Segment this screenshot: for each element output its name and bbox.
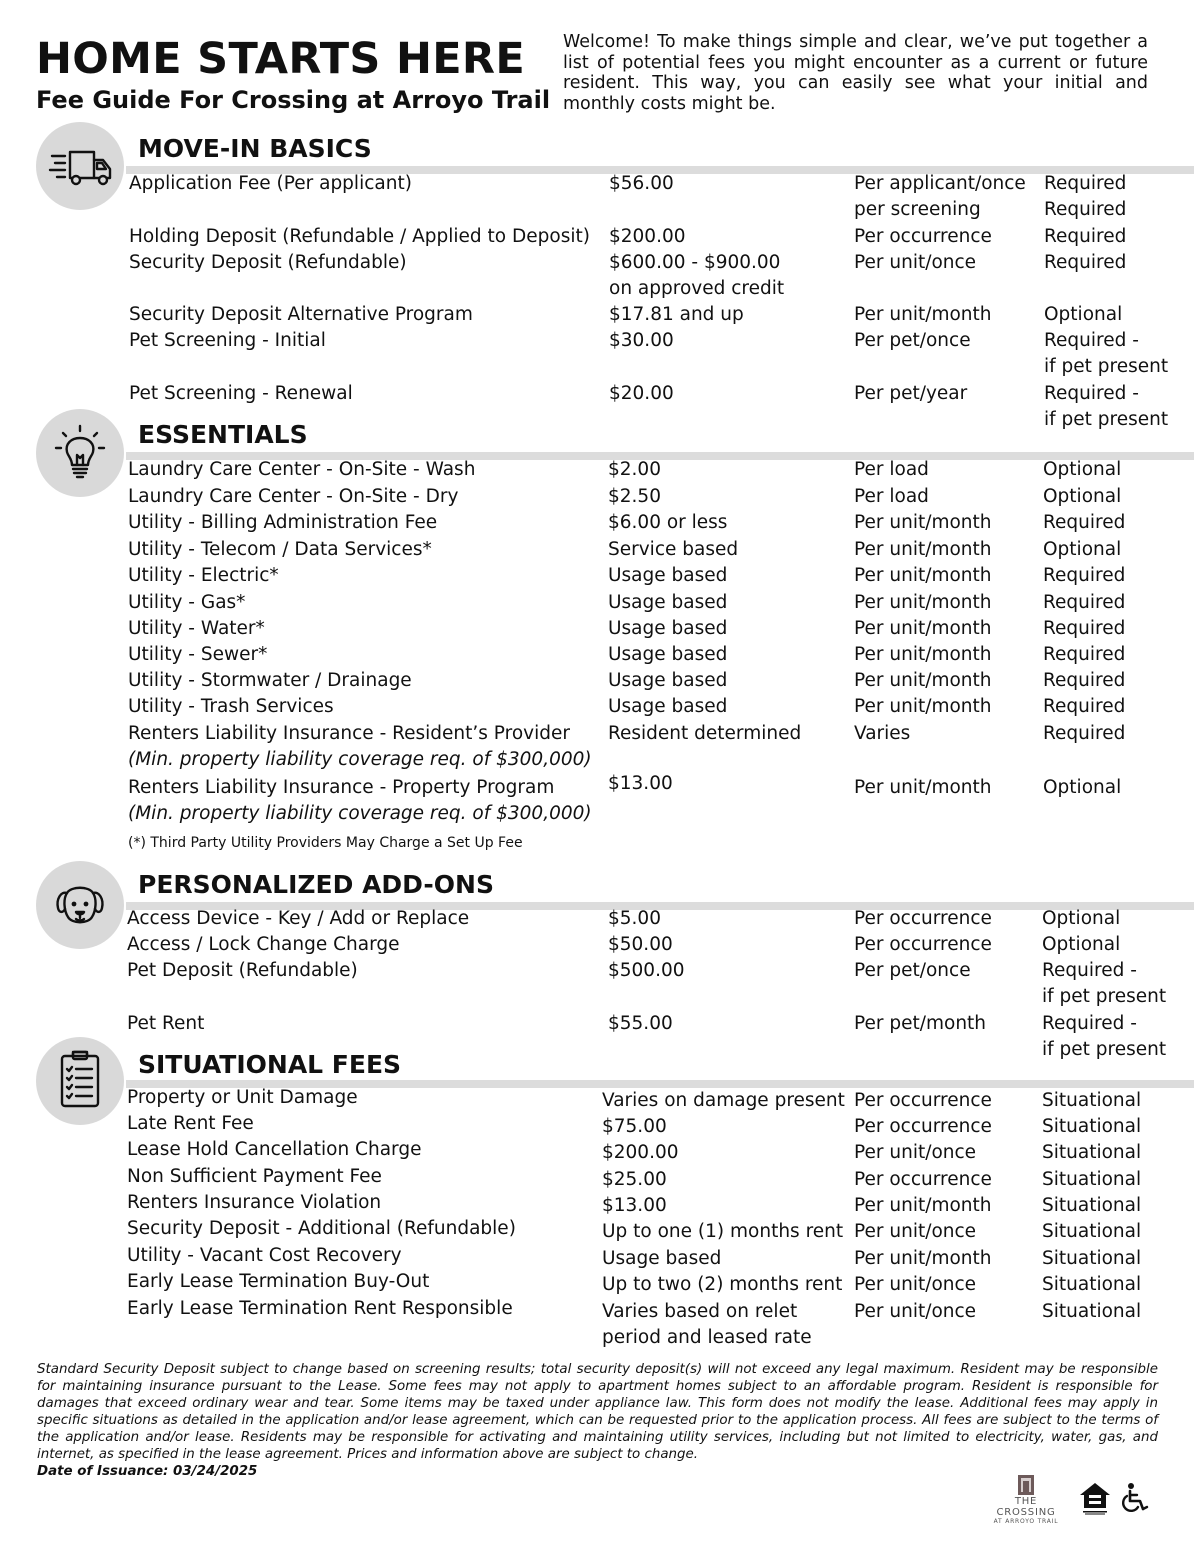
fee-name: Utility - Telecom / Data Services* (128, 539, 432, 560)
fee-frequency: Varies (854, 723, 911, 744)
fee-amount: $200.00 (602, 1142, 679, 1163)
moving-truck-icon (36, 122, 124, 210)
fee-name: Utility - Billing Administration Fee (128, 512, 438, 533)
fee-frequency: Per applicant/once (854, 173, 1026, 194)
fee-amount: Service based (608, 539, 739, 560)
fee-frequency: Per occurrence (854, 934, 992, 955)
fee-amount: $2.50 (608, 486, 661, 507)
fee-amount-continued: period and leased rate (602, 1327, 812, 1349)
fee-name: Renters Liability Insurance - Property Program (128, 777, 555, 798)
welcome-text: Welcome! To make things simple and clear, we’ve put together a list of potential fees you might encounter as a current or future resident. This way, you can easily see what your initial and monthly costs might be. (563, 32, 1148, 114)
fee-frequency: Per unit/month (854, 777, 992, 798)
fee-name: Renters Insurance Violation (127, 1192, 382, 1213)
fee-name: Access / Lock Change Charge (127, 934, 400, 955)
fee-amount: $600.00 - $900.00 (609, 252, 781, 273)
fee-amount: $6.00 or less (608, 512, 728, 533)
fee-amount: $55.00 (608, 1013, 673, 1034)
fee-status: Required - (1044, 330, 1139, 351)
fee-amount-continued: on approved credit (609, 278, 785, 300)
fee-frequency-continued: per screening (854, 199, 981, 221)
fee-amount: $50.00 (608, 934, 673, 955)
fee-note: (Min. property liability coverage req. of $300,000) (128, 749, 592, 771)
fee-status: Optional (1043, 486, 1122, 507)
fee-name: Early Lease Termination Rent Responsible (127, 1298, 513, 1319)
fee-frequency: Per unit/month (854, 670, 992, 691)
fee-amount: Usage based (608, 565, 728, 586)
fee-status: Required - (1044, 383, 1139, 404)
fee-frequency: Per pet/year (854, 383, 968, 404)
fee-frequency: Per unit/once (854, 1301, 977, 1322)
fee-frequency: Per occurrence (854, 1090, 992, 1111)
fee-name: Utility - Water* (128, 618, 265, 639)
fee-frequency: Per occurrence (854, 1169, 992, 1190)
fee-amount: Usage based (602, 1248, 722, 1269)
fee-name: Late Rent Fee (127, 1113, 254, 1134)
fee-name: Pet Rent (127, 1013, 205, 1034)
fee-frequency: Per unit/month (854, 592, 992, 613)
fee-amount: Usage based (608, 618, 728, 639)
fee-frequency: Per unit/month (854, 618, 992, 639)
fee-status: Required (1043, 592, 1126, 613)
logo-subtitle: AT ARROYO TRAIL (993, 1518, 1059, 1525)
disclaimer-text: Standard Security Deposit subject to change based on screening results; total security deposit(s) will not exceed any legal maximum. Resident may be responsible for maintaining insurance pursuant to the Lease. Some fees may not apply to apartment homes subject to an affordable program. Resident is responsible for damages that exceed ordinary wear and tear. Some items may be taxed under appliance law. This form does not modify the lease. Additional fees may apply in specific situations as detailed in the application and/or lease agreement, which can be requested prior to the application process. All fees are subject to the terms of the application and/or lease. Residents may be responsible for activating and maintaining utility services, including but not limited to electricity, water, gas, and internet, as specified in the lease agreement. Prices and information above are subject to change. (37, 1362, 1158, 1462)
fee-name: Laundry Care Center - On-Site - Dry (128, 486, 459, 507)
section-title-essentials: ESSENTIALS (138, 420, 308, 449)
fee-amount: $5.00 (608, 908, 661, 929)
section-title-situational-fees: SITUATIONAL FEES (138, 1050, 402, 1079)
section-title-personalized-add-ons: PERSONALIZED ADD-ONS (138, 870, 494, 899)
logo-name: THE CROSSING (996, 1496, 1056, 1518)
fee-status: Required (1043, 670, 1126, 691)
fee-name: Utility - Sewer* (128, 644, 268, 665)
fee-frequency: Per pet/month (854, 1013, 987, 1034)
fee-frequency: Per unit/month (854, 304, 992, 325)
issuance-date: Date of Issuance: 03/24/2025 (37, 1464, 258, 1479)
wheelchair-accessibility-icon (1120, 1482, 1150, 1514)
fee-amount: Usage based (608, 696, 728, 717)
fee-status: Situational (1042, 1090, 1142, 1111)
property-logo (984, 1474, 1068, 1525)
fee-status: Required - (1042, 960, 1137, 981)
fee-name: Pet Screening - Initial (129, 330, 326, 351)
fee-frequency: Per unit/month (854, 1195, 992, 1216)
fee-name: Access Device - Key / Add or Replace (127, 908, 470, 929)
fee-status: Optional (1043, 777, 1122, 798)
fee-status: Situational (1042, 1248, 1142, 1269)
fee-frequency: Per unit/once (854, 1142, 977, 1163)
fee-name: Early Lease Termination Buy-Out (127, 1271, 430, 1292)
fee-amount: $30.00 (609, 330, 674, 351)
dog-face-icon (36, 861, 124, 949)
fee-status: Required (1043, 644, 1126, 665)
fee-status: Situational (1042, 1169, 1142, 1190)
fee-frequency: Per unit/once (854, 252, 977, 273)
fee-name: Holding Deposit (Refundable / Applied to Deposit) (129, 226, 590, 247)
fee-status: Required (1043, 696, 1126, 717)
fee-name: Application Fee (Per applicant) (129, 173, 412, 194)
fee-amount: Usage based (608, 592, 728, 613)
fee-frequency: Per unit/month (854, 565, 992, 586)
fee-status: Required (1043, 618, 1126, 639)
fee-status: Required - (1042, 1013, 1137, 1034)
fee-frequency: Per pet/once (854, 960, 971, 981)
fee-name: Security Deposit Alternative Program (129, 304, 473, 325)
fee-status: Optional (1042, 934, 1121, 955)
fee-name: Utility - Stormwater / Drainage (128, 670, 412, 691)
fee-amount: Up to two (2) months rent (602, 1274, 843, 1295)
fee-frequency: Per load (854, 486, 929, 507)
page-title: HOME STARTS HERE (36, 34, 526, 84)
fee-frequency: Per unit/month (854, 644, 992, 665)
fee-amount: $75.00 (602, 1116, 667, 1137)
fee-amount: Varies on damage present (602, 1090, 845, 1111)
fee-amount: Up to one (1) months rent (602, 1221, 844, 1242)
fee-status-continued: if pet present (1044, 356, 1169, 378)
fee-amount: $200.00 (609, 226, 686, 247)
fee-frequency: Per occurrence (854, 1116, 992, 1137)
fee-status: Situational (1042, 1274, 1142, 1295)
fee-amount: $2.00 (608, 459, 661, 480)
fee-amount: $13.00 (608, 773, 673, 794)
fee-name: Utility - Electric* (128, 565, 279, 586)
fee-frequency: Per load (854, 459, 929, 480)
fee-name: Renters Liability Insurance - Resident’s Provider (128, 723, 570, 744)
equal-housing-opportunity-icon (1077, 1480, 1113, 1516)
fee-status: Situational (1042, 1195, 1142, 1216)
clipboard-checklist-icon (36, 1037, 124, 1125)
fee-amount: Usage based (608, 670, 728, 691)
fee-status: Required (1044, 173, 1127, 194)
fee-status-continued: if pet present (1042, 986, 1167, 1008)
fee-status: Situational (1042, 1116, 1142, 1137)
fee-frequency: Per unit/month (854, 1248, 992, 1269)
fee-status-continued: if pet present (1044, 409, 1169, 431)
fee-name: Utility - Vacant Cost Recovery (127, 1245, 402, 1266)
fee-frequency: Per occurrence (854, 908, 992, 929)
fee-amount: $500.00 (608, 960, 685, 981)
fee-name: Utility - Trash Services (128, 696, 334, 717)
light-bulb-icon (36, 409, 124, 497)
fee-name: Non Sufficient Payment Fee (127, 1166, 382, 1187)
fee-status: Required (1044, 226, 1127, 247)
fee-amount: $20.00 (609, 383, 674, 404)
fee-status: Required (1044, 252, 1127, 273)
fee-frequency: Per unit/month (854, 539, 992, 560)
fee-name: Laundry Care Center - On-Site - Wash (128, 459, 476, 480)
fee-note: (Min. property liability coverage req. of $300,000) (128, 803, 592, 825)
fee-frequency: Per unit/once (854, 1274, 977, 1295)
fee-status: Optional (1044, 304, 1123, 325)
fee-status: Situational (1042, 1301, 1142, 1322)
fee-amount: Usage based (608, 644, 728, 665)
fee-amount: $56.00 (609, 173, 674, 194)
fee-frequency: Per unit/month (854, 696, 992, 717)
fee-frequency: Per unit/month (854, 512, 992, 533)
fee-amount: $13.00 (602, 1195, 667, 1216)
fee-status-continued: if pet present (1042, 1039, 1167, 1061)
fee-amount: $17.81 and up (609, 304, 744, 325)
fee-name: Pet Screening - Renewal (129, 383, 353, 404)
fee-status: Required (1043, 512, 1126, 533)
fee-status: Optional (1043, 539, 1122, 560)
fee-name: Security Deposit - Additional (Refundable) (127, 1218, 516, 1239)
fee-name: Security Deposit (Refundable) (129, 252, 407, 273)
fee-name: Utility - Gas* (128, 592, 246, 613)
fee-status: Situational (1042, 1142, 1142, 1163)
fee-frequency: Per unit/once (854, 1221, 977, 1242)
fee-amount: $25.00 (602, 1169, 667, 1190)
fee-status: Required (1043, 723, 1126, 744)
fee-name: Pet Deposit (Refundable) (127, 960, 358, 981)
page-subtitle: Fee Guide For Crossing at Arroyo Trail (36, 86, 551, 114)
fee-frequency: Per occurrence (854, 226, 992, 247)
fee-frequency: Per pet/once (854, 330, 971, 351)
property-logo-mark (1016, 1474, 1036, 1496)
fee-name: Lease Hold Cancellation Charge (127, 1139, 422, 1160)
fee-status: Optional (1043, 459, 1122, 480)
fee-amount: Resident determined (608, 723, 802, 744)
fee-amount: Varies based on relet (602, 1301, 798, 1322)
section-title-move-in-basics: MOVE-IN BASICS (138, 134, 372, 163)
fee-name: Property or Unit Damage (127, 1087, 358, 1108)
utility-footnote: (*) Third Party Utility Providers May Charge a Set Up Fee (128, 835, 523, 851)
fee-status: Required (1043, 565, 1126, 586)
fee-status-continued: Required (1044, 199, 1127, 221)
fee-status: Situational (1042, 1221, 1142, 1242)
fee-status: Optional (1042, 908, 1121, 929)
